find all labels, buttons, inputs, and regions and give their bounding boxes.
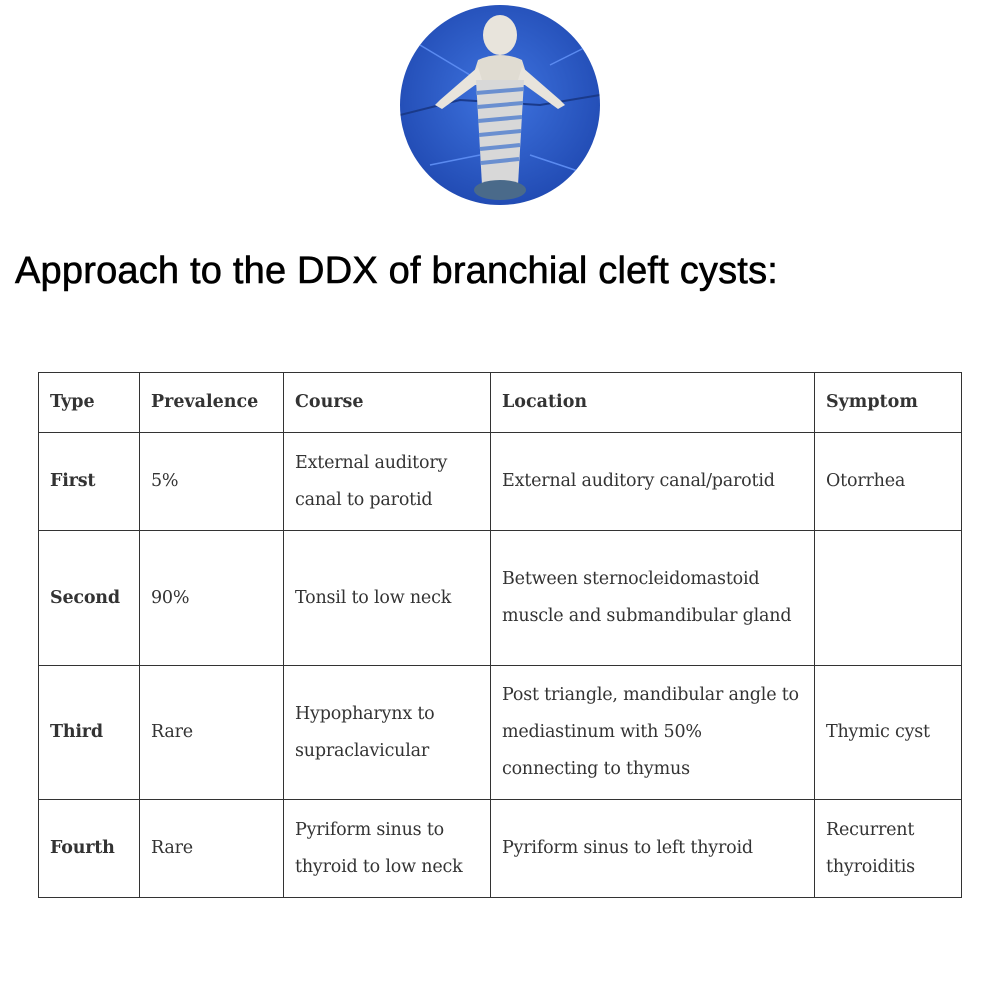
cell-course: Tonsil to low neck bbox=[284, 531, 491, 666]
table-row bbox=[39, 531, 962, 666]
cell-type: First bbox=[39, 433, 140, 531]
cell-symptom bbox=[815, 531, 962, 666]
cell-type: Third bbox=[39, 666, 140, 800]
cell-symptom: Thymic cyst bbox=[815, 666, 962, 800]
branchial-cleft-cyst-table bbox=[38, 372, 962, 898]
cell-prevalence: 90% bbox=[140, 531, 284, 666]
cell-prevalence: Rare bbox=[140, 666, 284, 800]
table-row bbox=[39, 800, 962, 898]
cell-course: Pyriform sinus to thyroid to low neck bbox=[284, 800, 491, 898]
cell-location: External auditory canal/parotid bbox=[491, 433, 815, 531]
cell-prevalence: 5% bbox=[140, 433, 284, 531]
page-title: Approach to the DDX of branchial cleft cysts: bbox=[15, 250, 779, 292]
header-course: Course bbox=[284, 373, 491, 433]
table-row bbox=[39, 433, 962, 531]
cell-symptom: Otorrhea bbox=[815, 433, 962, 531]
swaddled-infant-medallion-logo bbox=[400, 5, 600, 205]
cell-location: Pyriform sinus to left thyroid bbox=[491, 800, 815, 898]
cell-course: Hypopharynx to supraclavicular bbox=[284, 666, 491, 800]
header-prevalence: Prevalence bbox=[140, 373, 284, 433]
cell-type: Fourth bbox=[39, 800, 140, 898]
table-row bbox=[39, 666, 962, 800]
header-location: Location bbox=[491, 373, 815, 433]
header-type: Type bbox=[39, 373, 140, 433]
cell-prevalence: Rare bbox=[140, 800, 284, 898]
cell-location: Between sternocleidomastoid muscle and submandibular gland bbox=[491, 531, 815, 666]
cell-course: External auditory canal to parotid bbox=[284, 433, 491, 531]
cell-symptom: Recurrent thyroiditis bbox=[815, 800, 962, 898]
cell-type: Second bbox=[39, 531, 140, 666]
header-symptom: Symptom bbox=[815, 373, 962, 433]
table-header-row bbox=[39, 373, 962, 433]
cell-location: Post triangle, mandibular angle to mediastinum with 50% connecting to thymus bbox=[491, 666, 815, 800]
